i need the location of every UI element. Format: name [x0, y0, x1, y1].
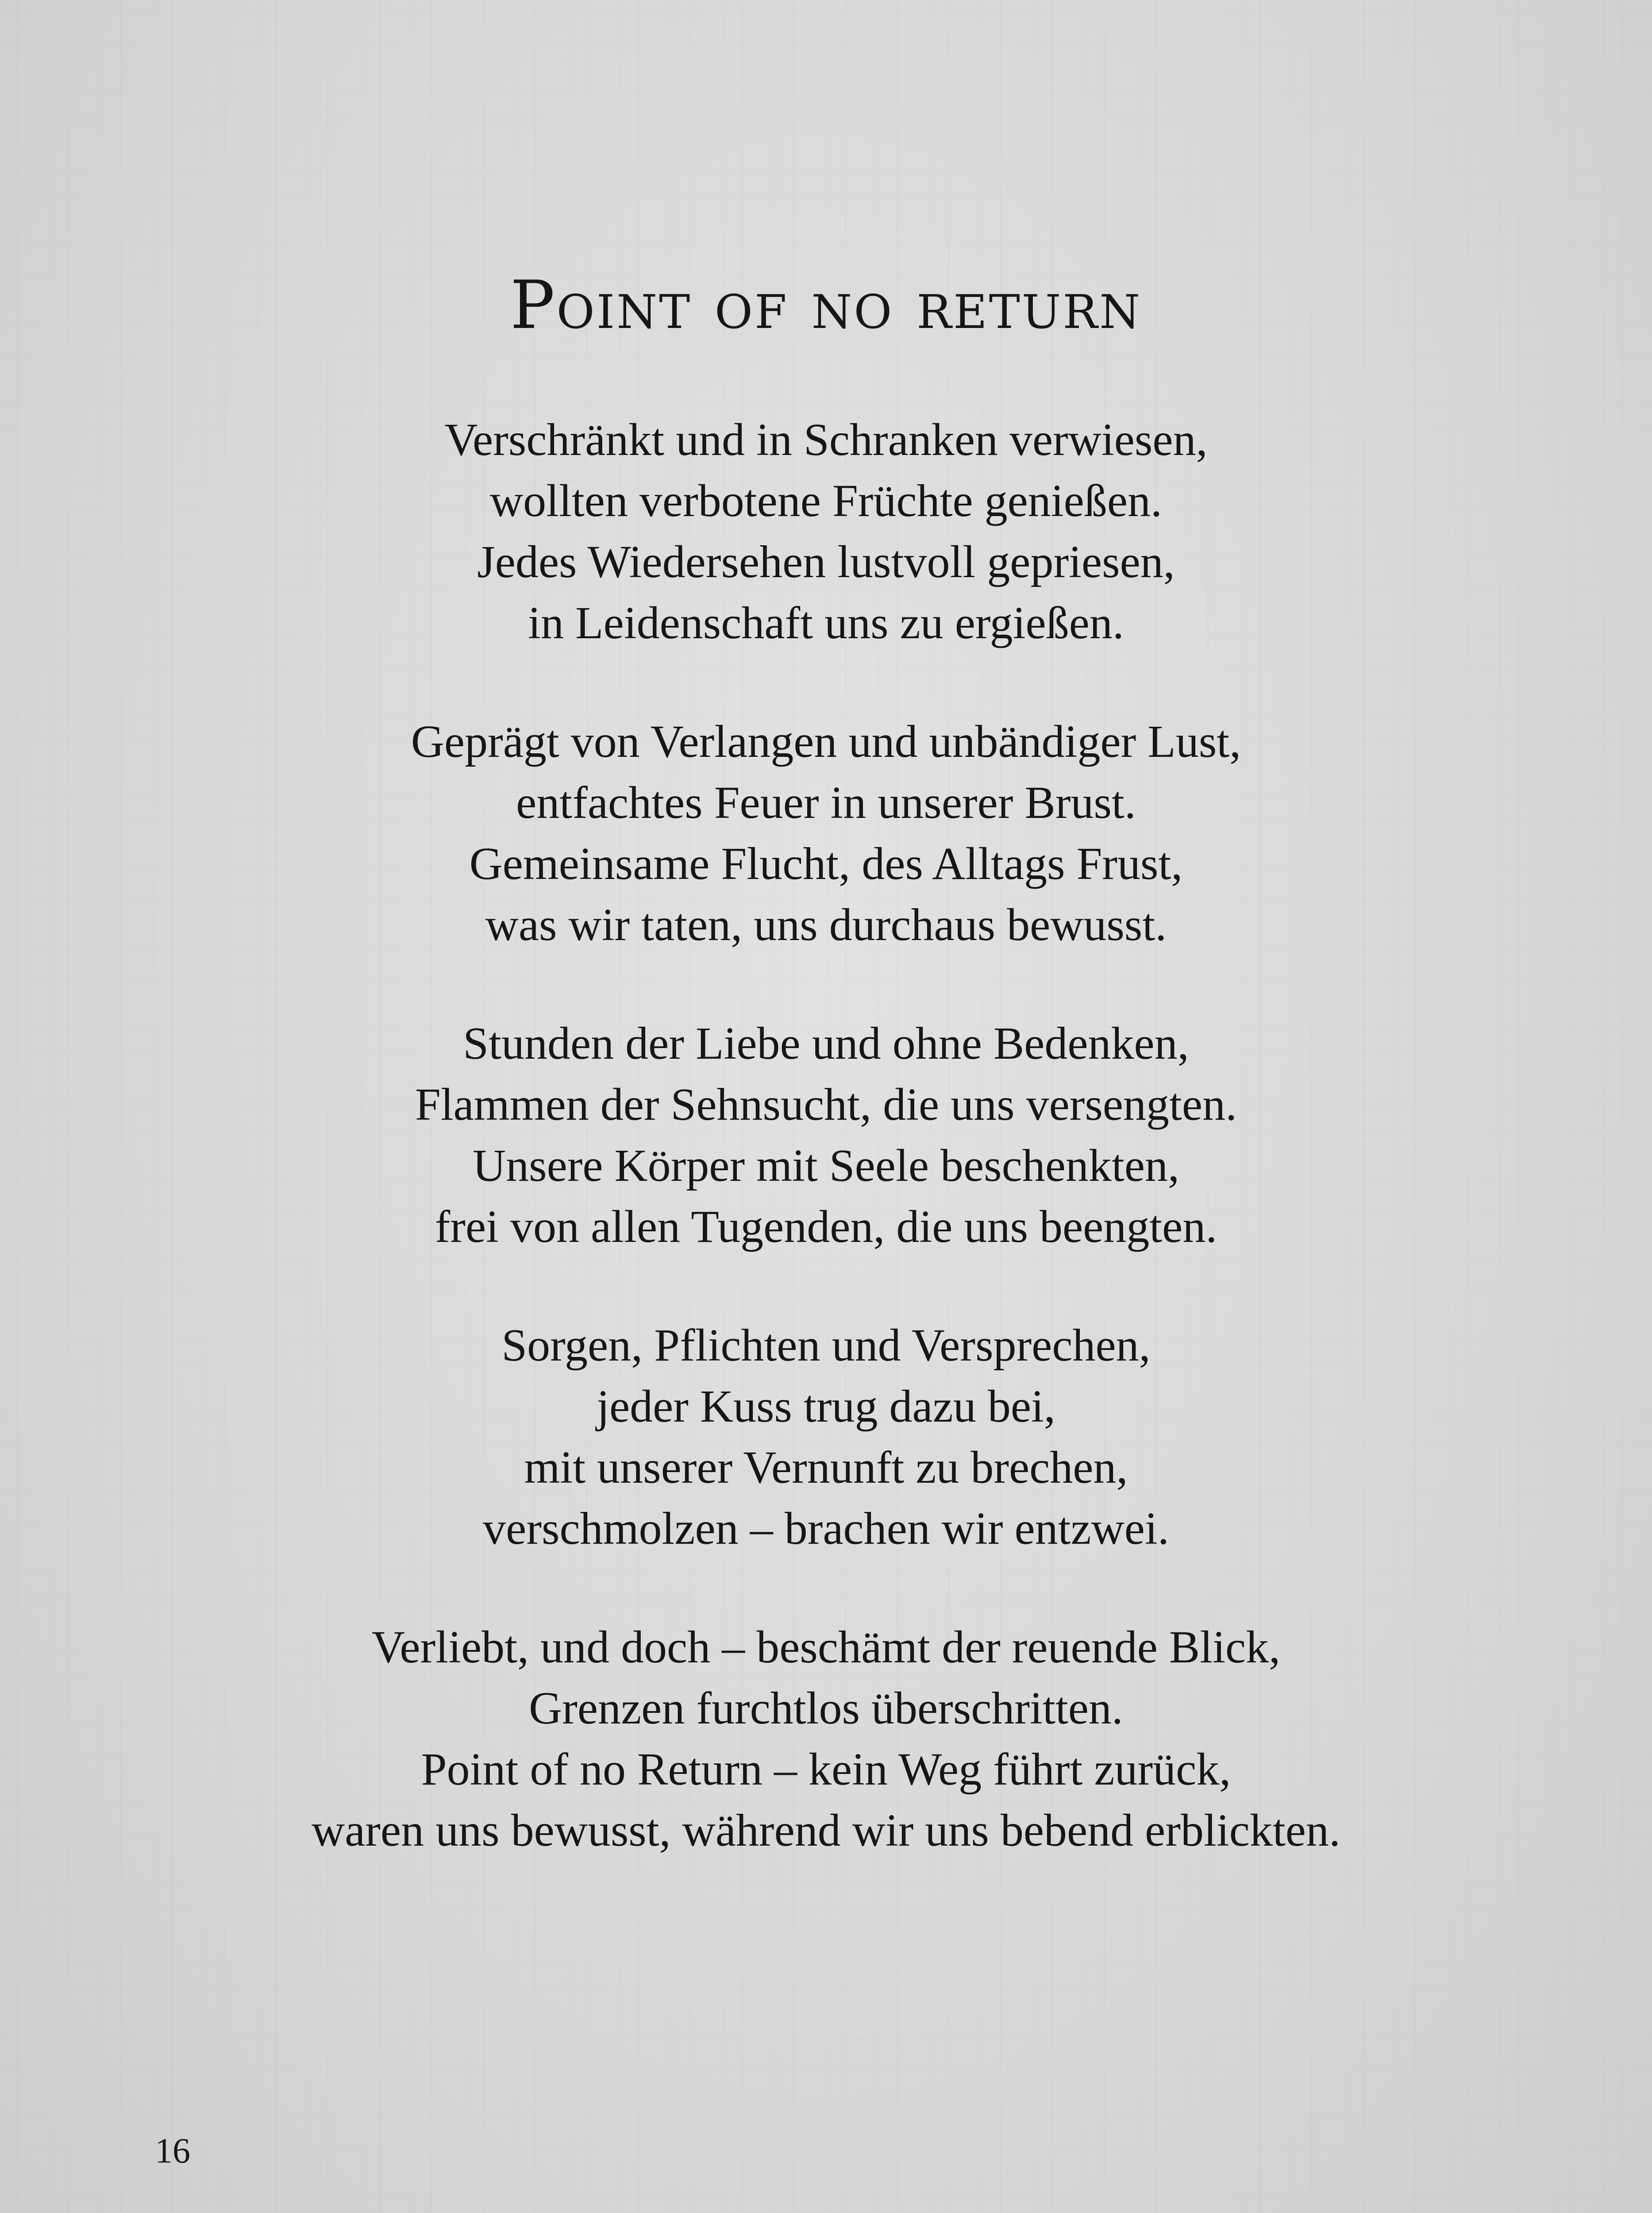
poem-line: wollten verbotene Früchte genießen.: [489, 475, 1163, 526]
poem-line: verschmolzen – brachen wir entzwei.: [483, 1503, 1169, 1554]
poem-line: was wir taten, uns durchaus bewusst.: [485, 899, 1167, 950]
page-number: 16: [155, 2132, 190, 2171]
poem-body: [0, 409, 1652, 1919]
stanza-2: [0, 711, 1652, 956]
poem-line: Stunden der Liebe und ohne Bedenken,: [463, 1018, 1189, 1069]
stanza-5: [0, 1617, 1652, 1861]
poem-line: Jedes Wiedersehen lustvoll gepriesen,: [477, 536, 1175, 587]
poem-line: in Leidenschaft uns zu ergießen.: [528, 598, 1124, 648]
poem-line: Point of no Return – kein Weg führt zurück,: [421, 1744, 1231, 1795]
poem-line: Verschränkt und in Schranken verwiesen,: [444, 414, 1208, 465]
poem-line: Gemeinsame Flucht, des Alltags Frust,: [469, 838, 1183, 889]
poem-line: waren uns bewusst, während wir uns bebend erblickten.: [312, 1805, 1340, 1856]
poem-title: Point of no return: [510, 267, 1142, 344]
poem-line: frei von allen Tugenden, die uns beengten.: [435, 1201, 1217, 1252]
stanza-1: [0, 409, 1652, 654]
poem-line: mit unserer Vernunft zu brechen,: [524, 1442, 1128, 1493]
poem-line: Sorgen, Pflichten und Versprechen,: [501, 1320, 1151, 1371]
poem-line: jeder Kuss trug dazu bei,: [597, 1381, 1055, 1432]
poem-line: Unsere Körper mit Seele beschenkten,: [473, 1140, 1179, 1191]
poem-line: Grenzen furchtlos überschritten.: [529, 1683, 1123, 1734]
poem-line: Flammen der Sehnsucht, die uns versengten.: [415, 1079, 1237, 1130]
stanza-3: [0, 1013, 1652, 1257]
poem-line: Verliebt, und doch – beschämt der reuende Blick,: [371, 1622, 1281, 1673]
poem-line: Geprägt von Verlangen und unbändiger Lust,: [411, 716, 1241, 767]
poem-line: entfachtes Feuer in unserer Brust.: [516, 777, 1136, 828]
stanza-4: [0, 1315, 1652, 1559]
